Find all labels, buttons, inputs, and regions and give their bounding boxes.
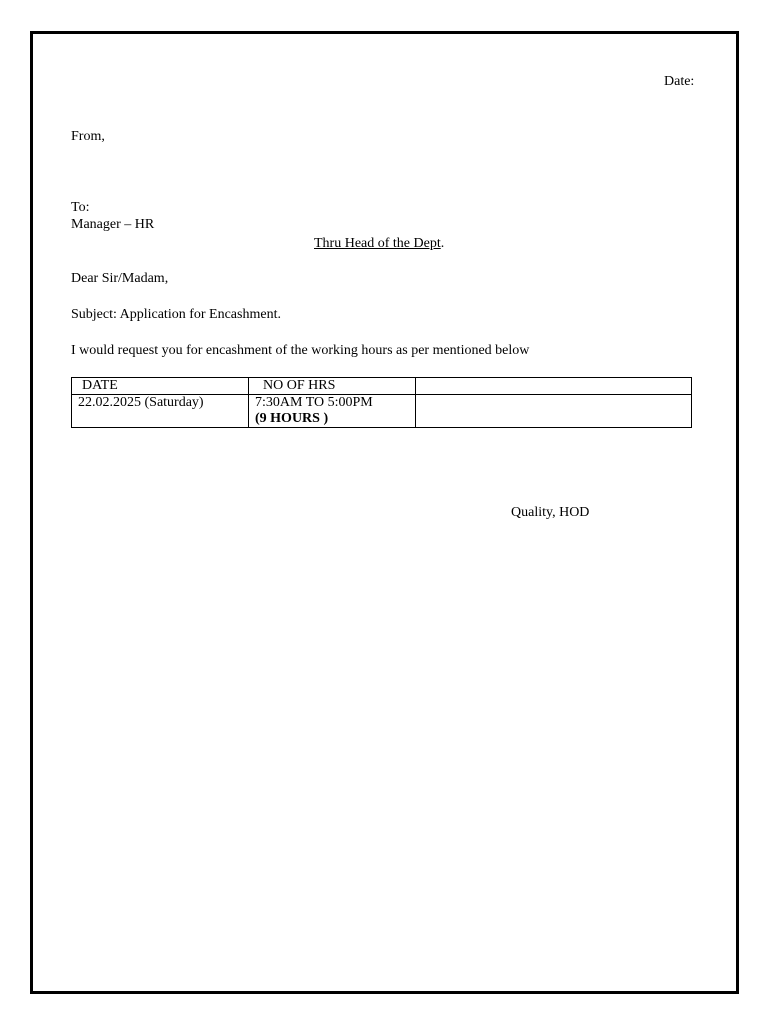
header-hours: NO OF HRS <box>249 378 416 395</box>
table-header-row <box>72 378 692 395</box>
thru-text: Thru Head of the Dept <box>314 236 441 251</box>
to-label: To: <box>71 200 90 215</box>
date-label: Date: <box>664 74 695 89</box>
cell-time-range: 7:30AM TO 5:00PM <box>255 395 373 410</box>
recipient: Manager – HR <box>71 217 155 232</box>
cell-extra <box>416 395 692 428</box>
cell-total-hours: (9 HOURS ) <box>255 411 329 426</box>
page-border <box>30 31 739 994</box>
thru-line <box>314 236 444 252</box>
cell-hours <box>249 395 416 428</box>
body-paragraph: I would request you for encashment of the working hours as per mentioned below <box>71 343 530 358</box>
header-extra <box>416 378 692 395</box>
subject-line: Subject: Application for Encashment. <box>71 307 281 322</box>
signature: Quality, HOD <box>511 505 590 520</box>
from-label: From, <box>71 129 105 144</box>
salutation: Dear Sir/Madam, <box>71 271 169 286</box>
header-date: DATE <box>72 378 249 395</box>
table-row <box>72 395 692 428</box>
thru-punct: . <box>440 236 445 251</box>
cell-date: 22.02.2025 (Saturday) <box>72 395 249 428</box>
hours-table <box>71 377 692 428</box>
